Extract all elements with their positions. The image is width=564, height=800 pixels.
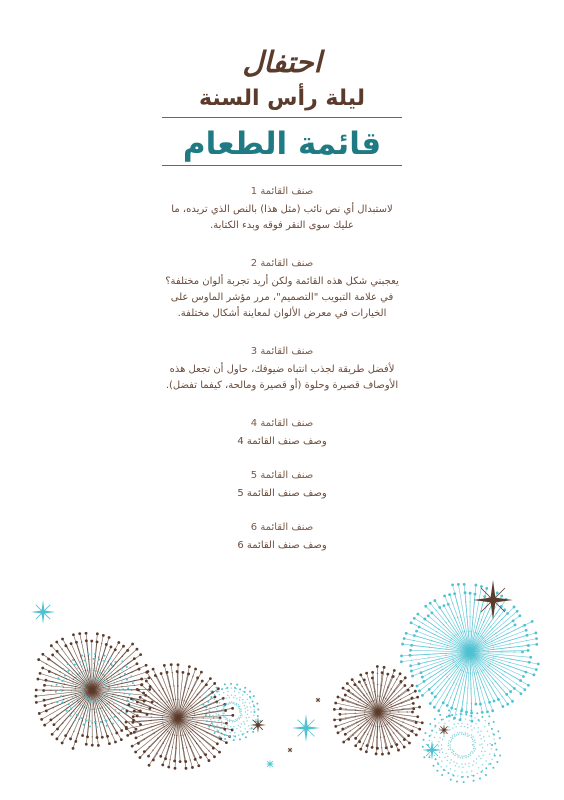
menu-item-description: وصف صنف القائمة 5: [237, 488, 327, 499]
menu-list: [160, 184, 404, 554]
menu-item: [160, 344, 404, 394]
menu-item-name: صنف القائمة 6: [250, 522, 314, 533]
menu-item-name: صنف القائمة 4: [250, 418, 314, 429]
menu-item-name: صنف القائمة 5: [250, 470, 314, 481]
sparkle-star-brown: [438, 724, 450, 736]
menu-item-description: لاستبدال أي نص نائب (مثل هذا) بالنص الذي تريده، ما عليك سوى النقر فوقه وبدء الكتابة.: [171, 204, 393, 231]
menu-item: [160, 184, 404, 234]
menu-item: [160, 256, 404, 322]
menu-item: [160, 468, 404, 502]
fireworks-illustration: [0, 570, 564, 800]
menu-item-description: وصف صنف القائمة 6: [237, 540, 327, 551]
new-year-subtitle: ليلة رأس السنة: [199, 86, 365, 111]
menu-item: [160, 416, 404, 450]
sparkle-star-teal: [265, 759, 275, 769]
menu-title: قائمة الطعام: [182, 126, 382, 162]
firework-burst-brown-right: [333, 665, 424, 755]
sparkle-star-teal: [31, 600, 55, 624]
menu-item: [160, 520, 404, 554]
menu-item-description: لأفضل طريقة لجذب انتباه ضيوفك، حاول أن تجعل هذه الأوصاف قصيرة وحلوة (أو قصيرة ومالحة، كيفما تفضل).: [165, 364, 399, 391]
title-rule-top: [162, 117, 402, 118]
celebration-heading: احتفال: [242, 45, 322, 79]
menu-item-description: وصف صنف القائمة 4: [237, 436, 327, 447]
menu-item-name: صنف القائمة 2: [250, 258, 314, 269]
sparkle-star-brown: [315, 697, 321, 703]
firework-burst-teal-lower: [422, 708, 501, 783]
menu-item-name: صنف القائمة 1: [250, 186, 314, 197]
title-rule-bottom: [162, 165, 402, 166]
menu-item-description: يعجبني شكل هذه القائمة ولكن أريد تجربة ألوان مختلفة؟ في علامة التبويب "التصميم"، مرر مؤشر الماوس على الخيارات في معرض الألوان لمعاينة أشكال مختلفة.: [165, 276, 399, 319]
firework-burst-teal-large: [400, 583, 540, 723]
sparkle-star-teal: [292, 714, 320, 742]
menu-item-name: صنف القائمة 3: [250, 346, 314, 357]
sparkle-star-brown: [287, 747, 293, 753]
